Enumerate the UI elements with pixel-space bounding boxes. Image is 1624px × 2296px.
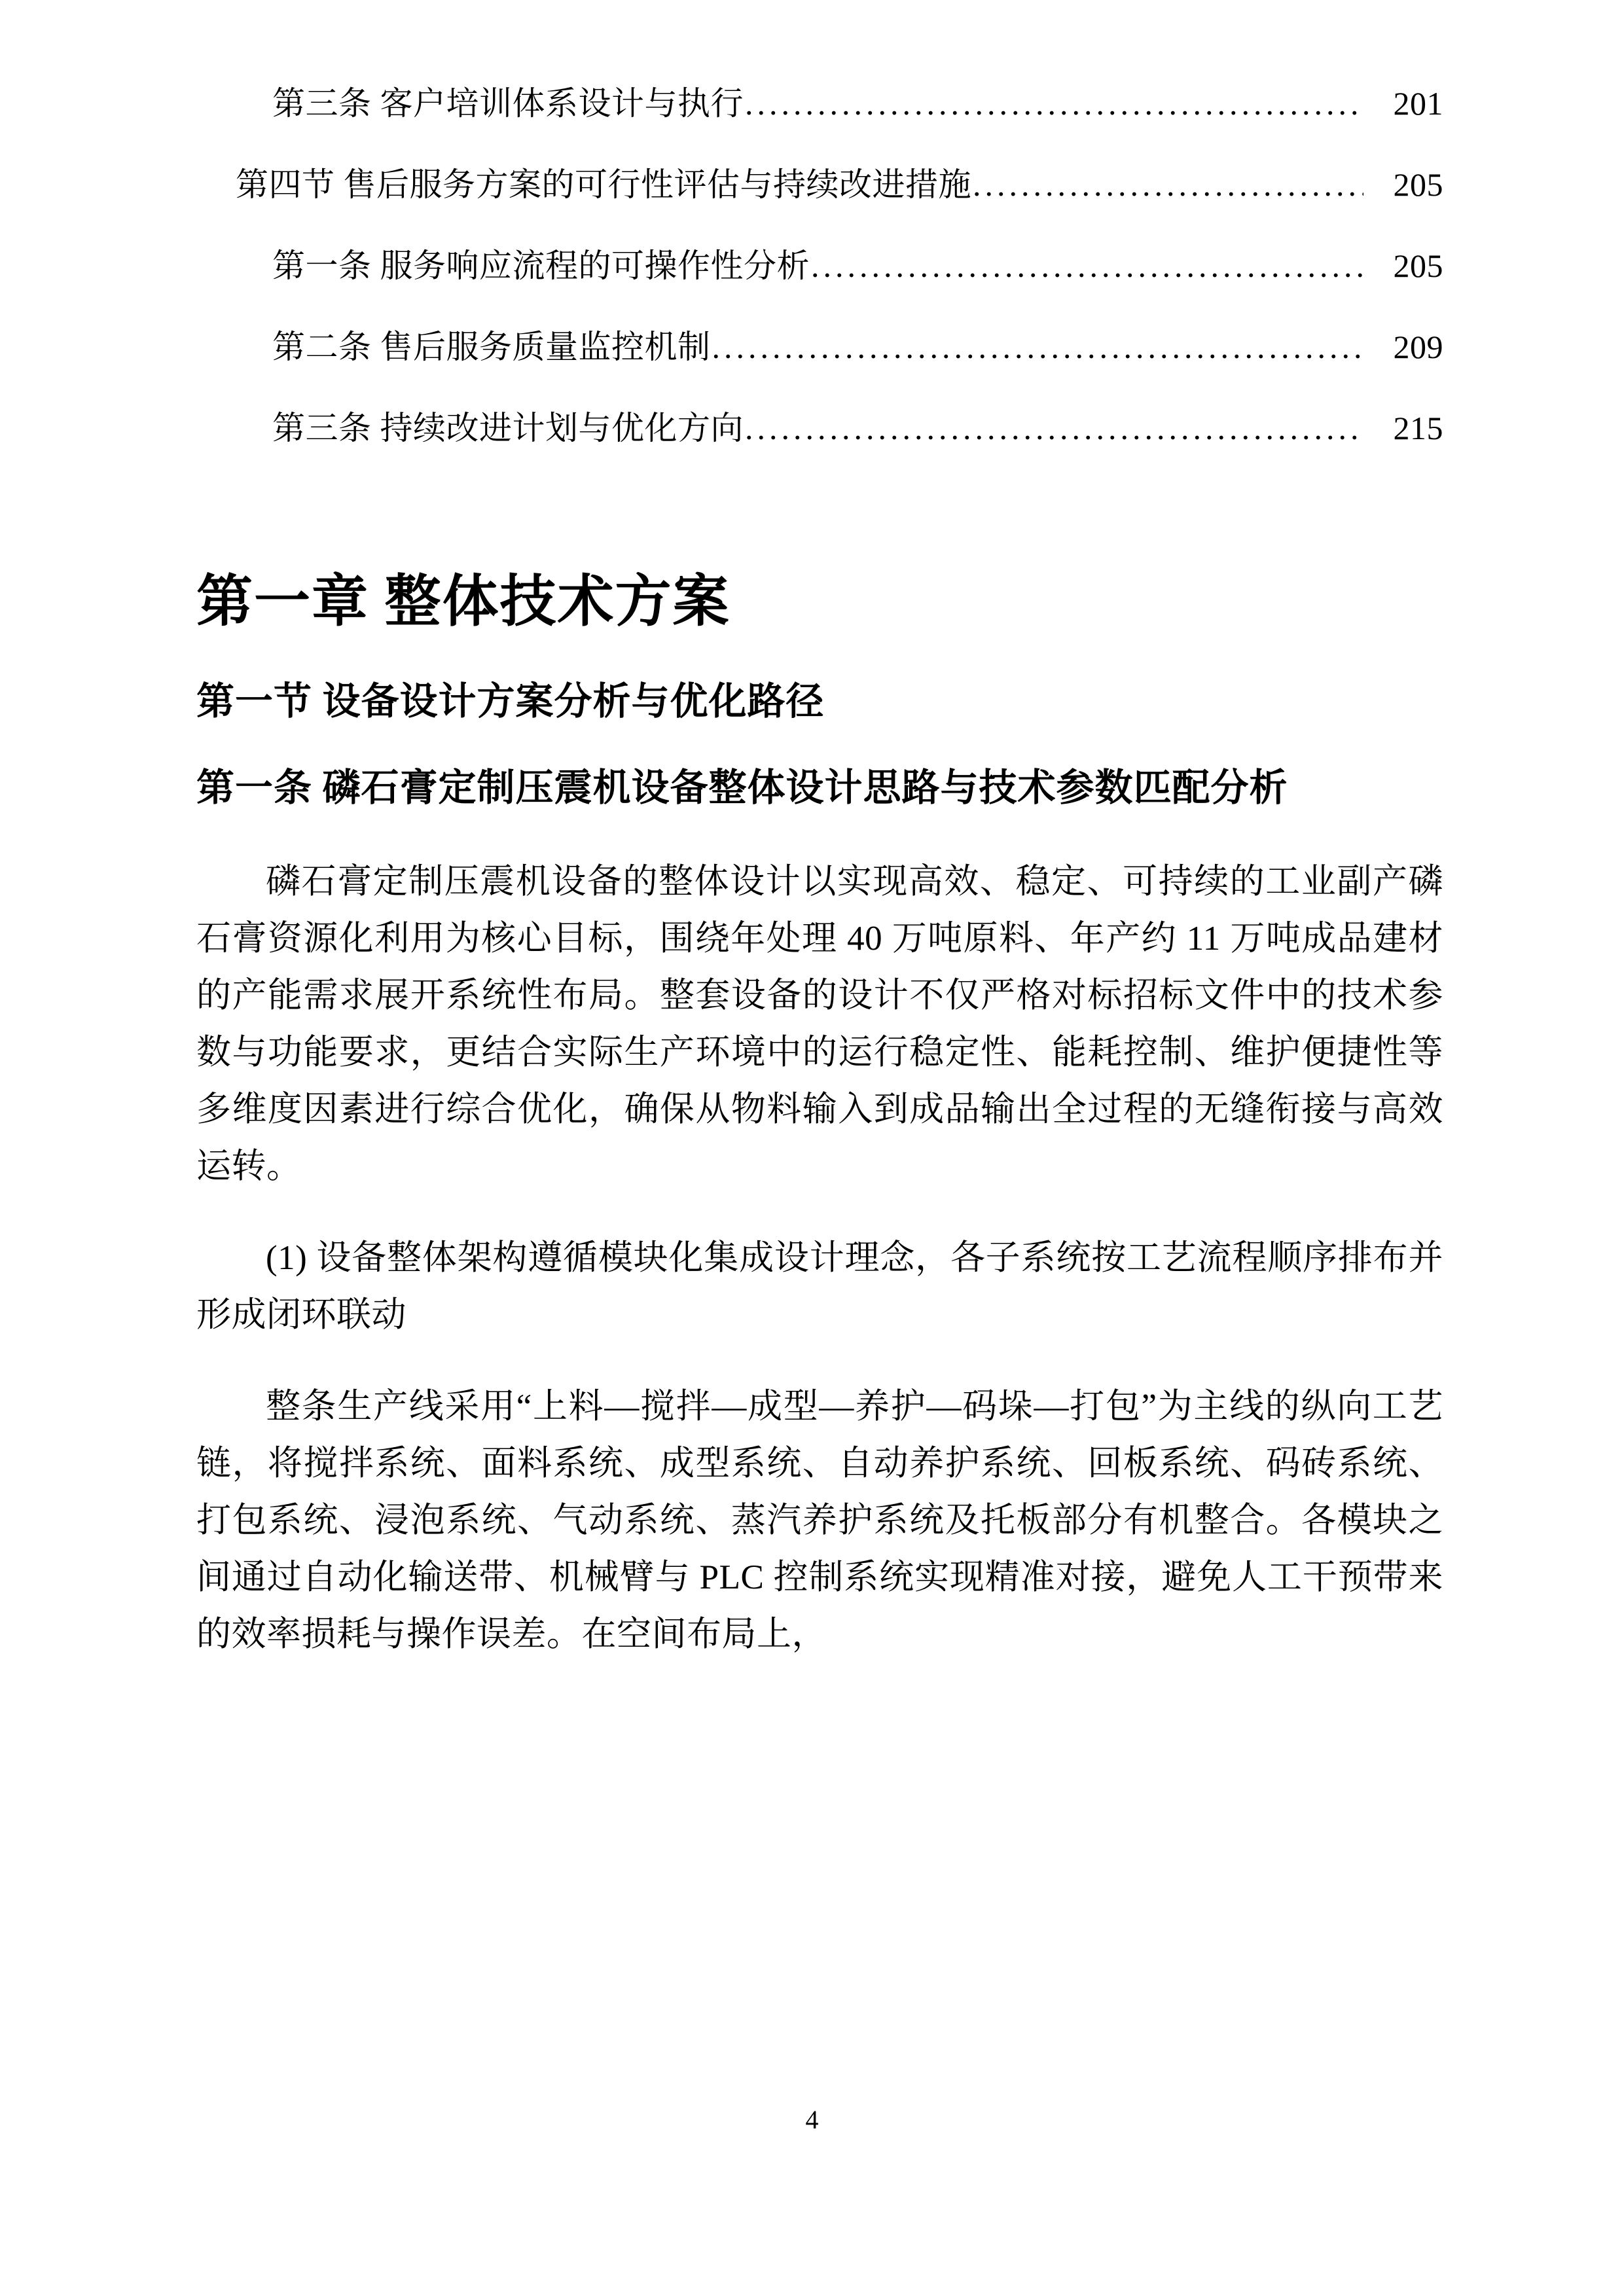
toc-entry-page: 201 (1393, 85, 1443, 122)
page-content (196, 0, 1443, 1698)
toc-entry-label: 第三条 持续改进计划与优化方向 (272, 410, 744, 446)
toc-entry[interactable] (196, 63, 1443, 144)
toc-entry-page: 209 (1393, 329, 1443, 365)
toc-dot-leader (745, 412, 1363, 444)
toc-entry-label: 第四节 售后服务方案的可行性评估与持续改进措施 (236, 166, 971, 203)
article-heading: 第一条 磷石膏定制压震机设备整体设计思路与技术参数匹配分析 (196, 766, 1288, 809)
toc-entry[interactable] (196, 387, 1443, 469)
toc-entry-label: 第一条 服务响应流程的可操作性分析 (272, 247, 810, 284)
page-number-footer: 4 (805, 2105, 819, 2134)
chapter-title: 第一章 整体技术方案 (196, 570, 731, 633)
toc-entry-page: 205 (1393, 166, 1443, 203)
toc-entry-page: 205 (1393, 247, 1443, 284)
toc-entry-label: 第三条 客户培训体系设计与执行 (272, 85, 744, 122)
toc-dot-leader (811, 249, 1363, 282)
body-paragraph: 磷石膏定制压震机设备的整体设计以实现高效、稳定、可持续的工业副产磷石膏资源化利用为核心目标，围绕年处理 40 万吨原料、年产约 11 万吨成品建材的产能需求展开系统性布局。整套设备的设计不仅严格对标招标文件中的技术参数与功能要求，更结合实际生产环境中的运行稳定性、能耗控制、维护便捷性等多维度因素进行综合优化，确保从物料输入到成品输出全过程的无缝衔接与高效运转。 (196, 863, 1443, 1186)
body-paragraph: 整条生产线采用“上料—搅拌—成型—养护—码垛—打包”为主线的纵向工艺链，将搅拌系统、面料系统、成型系统、自动养护系统、回板系统、码砖系统、打包系统、浸泡系统、气动系统、蒸汽养护系统及托板部分有机整合。各模块之间通过自动化输送带、机械臂与 PLC 控制系统实现精准对接，避免人工干预带来的效率损耗与操作误差。在空间布局上， (196, 1388, 1443, 1654)
body-subheading: (1) 设备整体架构遵循模块化集成设计理念，各子系统按工艺流程顺序排布并形成闭环联动 (196, 1239, 1443, 1335)
toc-entry-label: 第二条 售后服务质量监控机制 (272, 329, 711, 365)
section-heading: 第一节 设备设计方案分析与优化路径 (196, 680, 825, 723)
toc-entry[interactable] (196, 225, 1443, 306)
toc-entry-page: 215 (1393, 410, 1443, 446)
toc-dot-leader (712, 331, 1364, 363)
table-of-contents (196, 0, 1443, 469)
toc-entry[interactable] (196, 306, 1443, 387)
toc-dot-leader (745, 87, 1363, 120)
toc-dot-leader (973, 168, 1363, 201)
toc-entry[interactable] (196, 144, 1443, 225)
